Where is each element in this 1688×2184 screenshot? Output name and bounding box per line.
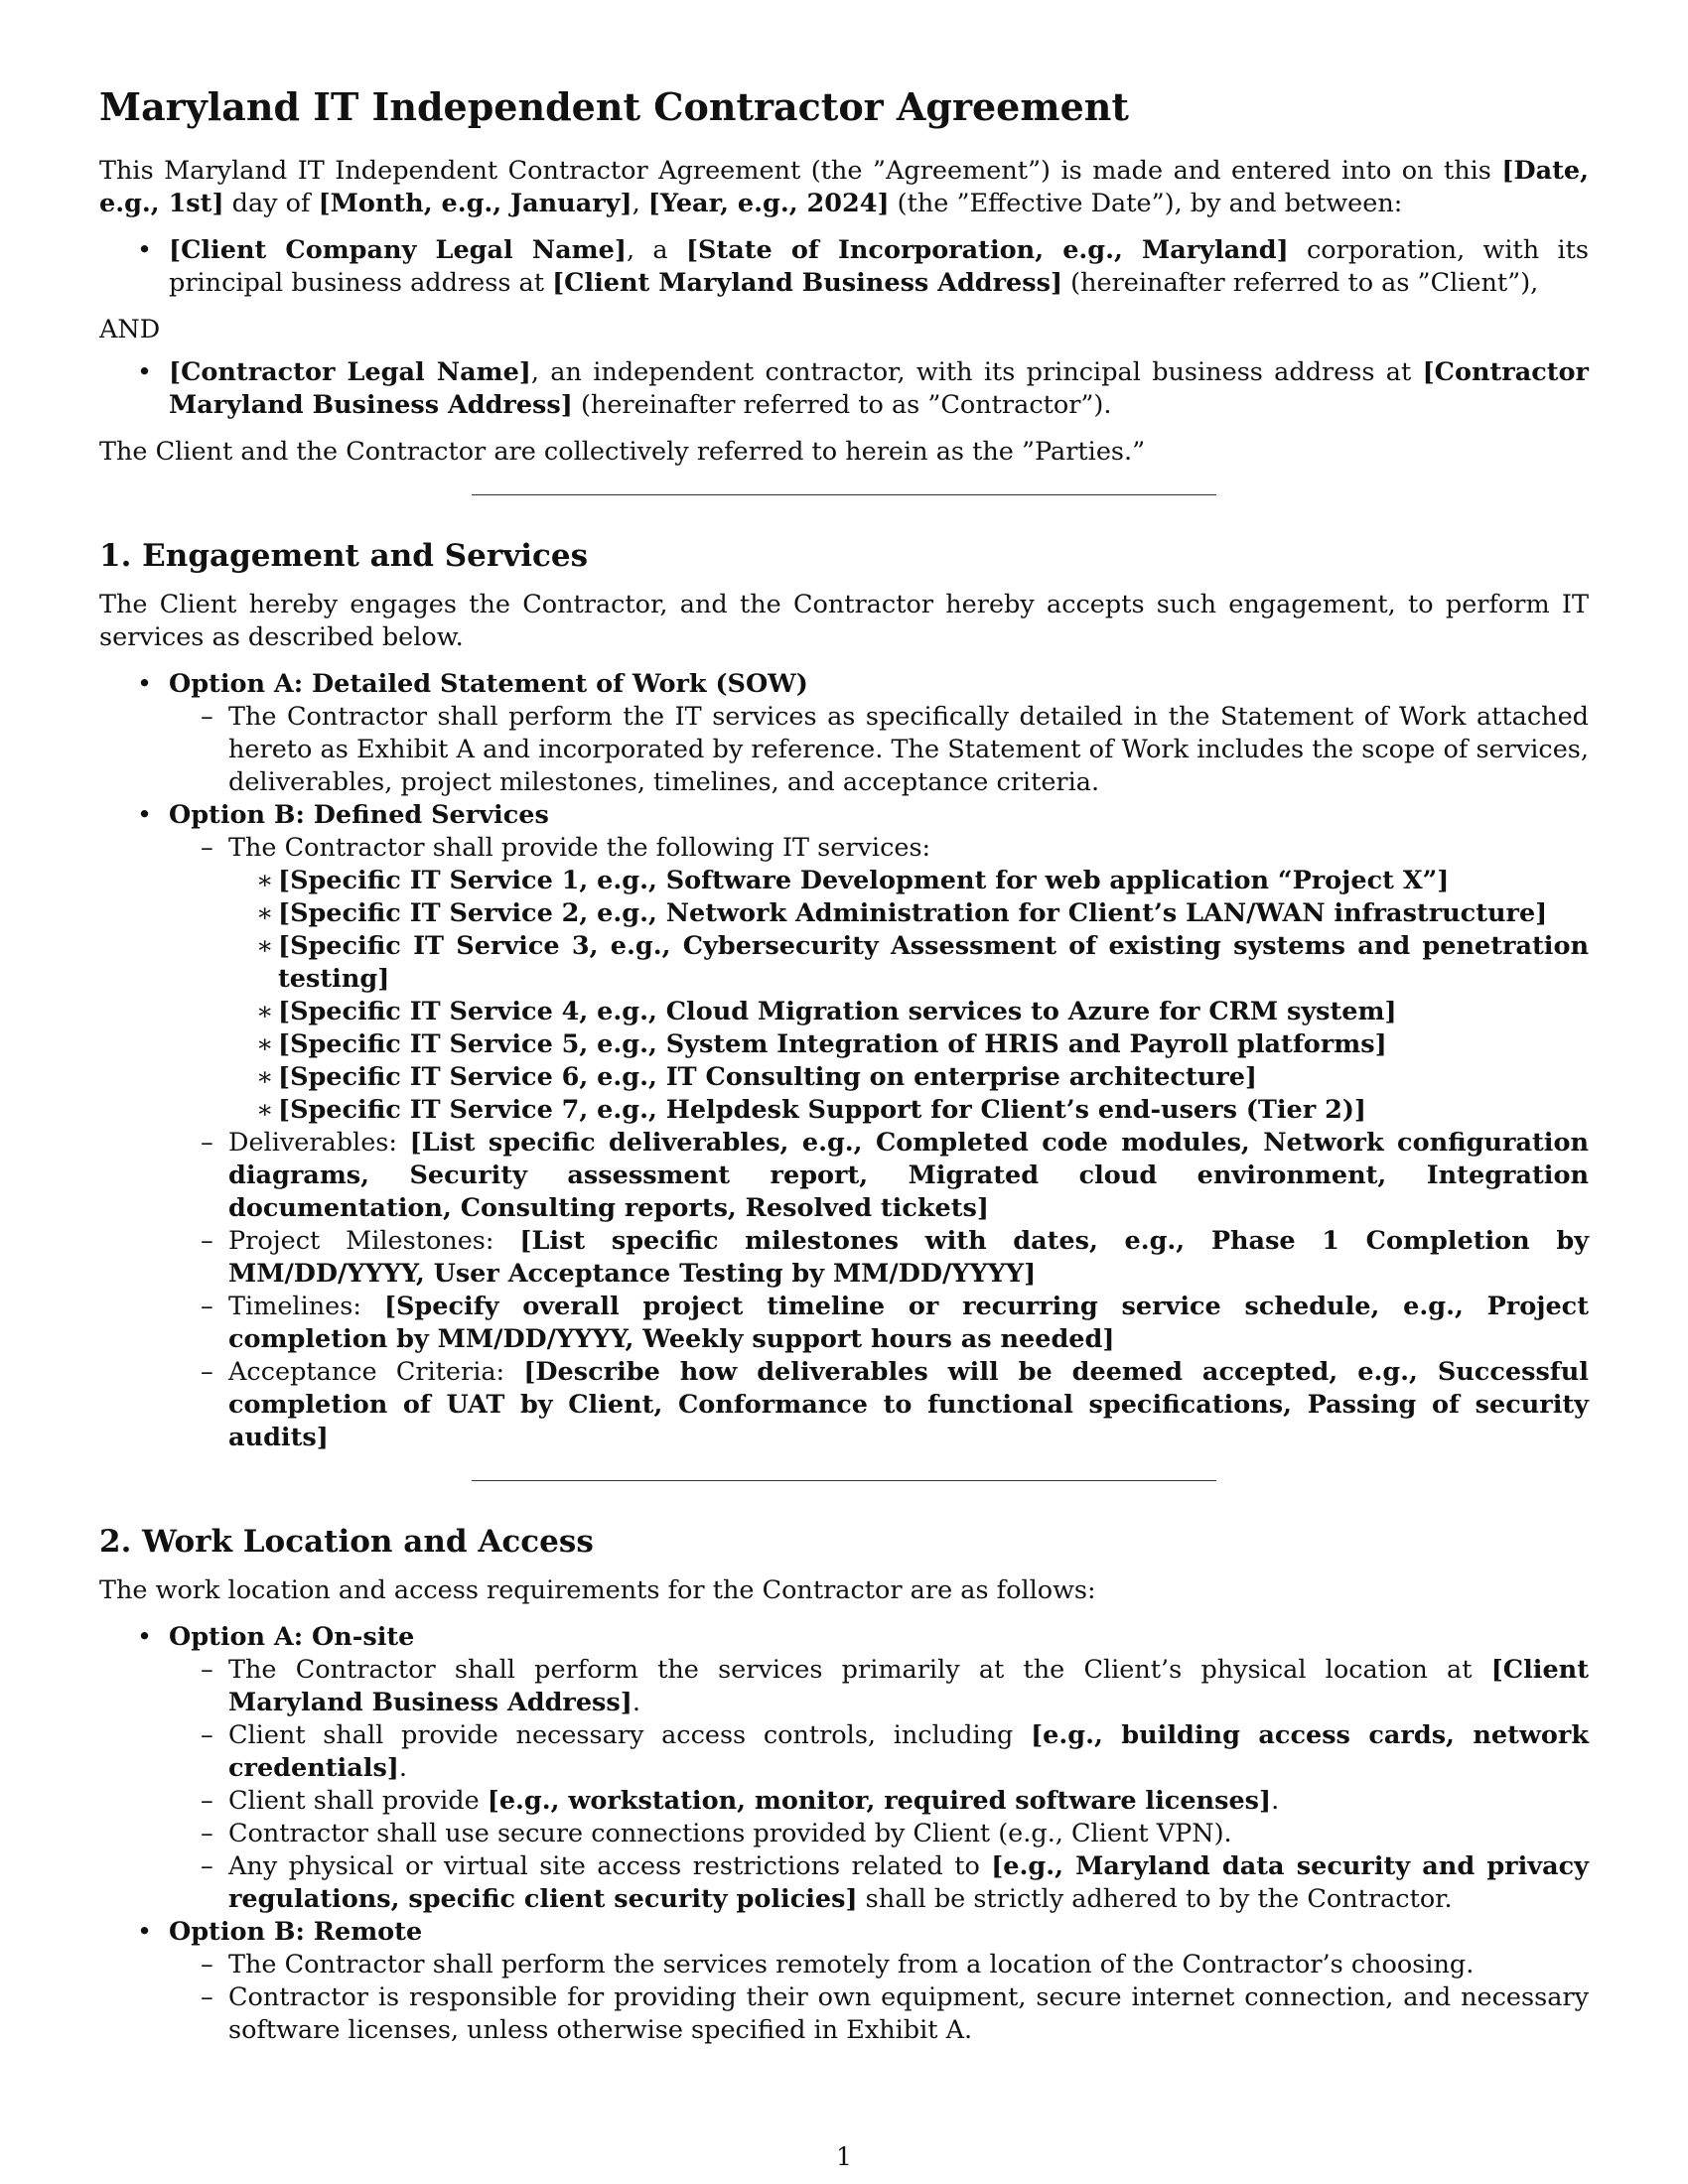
parties-paragraph: The Client and the Contractor are collectively referred to herein as the ”Parties.” <box>99 437 1146 467</box>
section-2-options <box>99 1621 1589 2047</box>
onsite-item: – Any physical or virtual site access restrictions related to [e.g., Maryland data security and privacy regulations, specific client security policies] shall be strictly adhered to by the Contractor. <box>169 1850 1589 1916</box>
page-number: 1 <box>836 2142 852 2171</box>
client-party: • [Client Company Legal Name], a [State of Incorporation, e.g., Maryland] corporation, with its principal business address at [Client Maryland Business Address] (hereinafter referred to as ”Client”), <box>99 234 1589 300</box>
option-a-onsite: • Option A: On-site – The Contractor shall perform the services primarily at the Client’s physical location at [Client Maryland Business Address]. – Client shall provide necessary access controls, including [e.g., building access cards, network credentials]. – Client shall provide [e.g., workstation, monitor, required software licenses]. – Contractor shall use secure connections provided by Client (e.g., Client VPN). – Any physical or virtual site access restrictions related to [e.g., Maryland data security and privacy regulations, specific client security policies] shall be strictly adhered to by the Contractor. <box>99 1621 1589 1916</box>
onsite-item: – Contractor shall use secure connections provided by Client (e.g., Client VPN). <box>169 1818 1589 1850</box>
contractor-party-list <box>99 356 1589 422</box>
service-item: ∗ [Specific IT Service 1, e.g., Software Development for web application “Project X”] <box>228 865 1589 897</box>
section-2-heading: 2. Work Location and Access <box>99 1524 594 1560</box>
document-page <box>99 85 1589 2047</box>
onsite-item: – The Contractor shall perform the services primarily at the Client’s physical location at [Client Maryland Business Address]. <box>169 1654 1589 1719</box>
client-party-list <box>99 234 1589 300</box>
contractor-party: • [Contractor Legal Name], an independent contractor, with its principal business address at [Contractor Maryland Business Address] (hereinafter referred to as ”Contractor”). <box>99 356 1589 422</box>
timelines-item: – Timelines: [Specify overall project timeline or recurring service schedule, e.g., Project completion by MM/DD/YYYY, Weekly support hours as needed] <box>169 1291 1589 1356</box>
onsite-item: – Client shall provide necessary access controls, including [e.g., building access cards, network credentials]. <box>169 1719 1589 1785</box>
option-b-lead: – The Contractor shall provide the following IT services: ∗ [Specific IT Service 1, e.g., Software Development for web application “Project X”] ∗ [Specific IT Service 2, e.g., Network Administration for Client’s LAN/WAN infrastructure] ∗ [Specific IT Service 3, e.g., Cybersecurity Assessment of existing systems and penetration testing] ∗ [Specific IT Service 4, e.g., Cloud Migration services to Azure for CRM system] ∗ [Specific IT Service 5, e.g., System Integration of HRIS and Payroll platforms] ∗ [Specific IT Service 6, e.g., IT Consulting on enterprise architecture] ∗ [Specific IT Service 7, e.g., Helpdesk Support for Client’s end-users (Tier 2)] <box>169 832 1589 1127</box>
service-item: ∗ [Specific IT Service 3, e.g., Cybersecurity Assessment of existing systems and penetration testing] <box>228 930 1589 996</box>
divider <box>472 494 1216 495</box>
service-item: ∗ [Specific IT Service 2, e.g., Network Administration for Client’s LAN/WAN infrastructure] <box>228 897 1589 930</box>
section-2-intro: The work location and access requirements for the Contractor are as follows: <box>99 1575 1096 1605</box>
service-item: ∗ [Specific IT Service 4, e.g., Cloud Migration services to Azure for CRM system] <box>228 996 1589 1028</box>
deliverables-item: – Deliverables: [List specific deliverables, e.g., Completed code modules, Network configuration diagrams, Security assessment report, Migrated cloud environment, Integration documentation, Consulting reports, Resolved tickets] <box>169 1127 1589 1225</box>
acceptance-item: – Acceptance Criteria: [Describe how deliverables will be deemed accepted, e.g., Successful completion of UAT by Client, Conformance to functional specifications, Passing of security audits] <box>169 1356 1589 1454</box>
option-b-defined: • Option B: Defined Services – The Contractor shall provide the following IT services: ∗ [Specific IT Service 1, e.g., Software Development for web application “Project X”] ∗ [Specific IT Service 2, e.g., Network Administration for Client’s LAN/WAN infrastructure] ∗ [Specific IT Service 3, e.g., Cybersecurity Assessment of existing systems and penetration testing] ∗ [Specific IT Service 4, e.g., Cloud Migration services to Azure for CRM system] ∗ [Specific IT Service 5, e.g., System Integration of HRIS and Payroll platforms] ∗ [Specific IT Service 6, e.g., IT Consulting on enterprise architecture] ∗ [Specific IT Service 7, e.g., Helpdesk Support for Client’s end-users (Tier 2)] – Deliverables: [List specific deliverables, e.g., Completed code modules, Network configuration diagrams, Security assessment report, Migrated cloud environment, Integration documentation, Consulting reports, Resolved tickets] – Project Milestones: [List specific milestones with dates, e.g., Phase 1 Completion by MM/DD/YYYY, User Acceptance Testing by MM/DD/YYYY] – Timelines: [Specify overall project timeline or recurring service schedule, e.g., Project completion by MM/DD/YYYY, Weekly support hours as needed] – Acceptance Criteria: [Describe how deliverables will be deemed accepted, e.g., Successful completion of UAT by Client, Conformance to functional specifications, Passing of security audits] <box>99 799 1589 1454</box>
divider <box>472 1480 1216 1481</box>
service-item: ∗ [Specific IT Service 7, e.g., Helpdesk Support for Client’s end-users (Tier 2)] <box>228 1094 1589 1127</box>
service-item: ∗ [Specific IT Service 6, e.g., IT Consulting on enterprise architecture] <box>228 1061 1589 1094</box>
onsite-item: – Client shall provide [e.g., workstation, monitor, required software licenses]. <box>169 1785 1589 1818</box>
section-1-options <box>99 668 1589 1454</box>
option-a-sow: • Option A: Detailed Statement of Work (SOW) – The Contractor shall perform the IT services as specifically detailed in the Statement of Work attached hereto as Exhibit A and incorporated by reference. The Statement of Work includes the scope of services, deliverables, project milestones, timelines, and acceptance criteria. <box>99 668 1589 799</box>
and-separator: AND <box>99 315 161 344</box>
option-a-text: – The Contractor shall perform the IT services as specifically detailed in the Statement of Work attached hereto as Exhibit A and incorporated by reference. The Statement of Work includes the scope of services, deliverables, project milestones, timelines, and acceptance criteria. <box>169 701 1589 799</box>
intro-paragraph: This Maryland IT Independent Contractor Agreement (the ”Agreement”) is made and entered into on this [Date, e.g., 1st] day of [Month, e.g., January], [Year, e.g., 2024] (the ”Effective Date”), by and between: <box>99 156 1589 218</box>
section-1-intro: The Client hereby engages the Contractor, and the Contractor hereby accepts such engagement, to perform IT services as described below. <box>99 590 1589 652</box>
remote-item: – The Contractor shall perform the services remotely from a location of the Contractor’s choosing. <box>169 1949 1589 1981</box>
remote-item: – Contractor is responsible for providing their own equipment, secure internet connection, and necessary software licenses, unless otherwise specified in Exhibit A. <box>169 1981 1589 2047</box>
option-b-remote: • Option B: Remote – The Contractor shall perform the services remotely from a location of the Contractor’s choosing. – Contractor is responsible for providing their own equipment, secure internet connection, and necessary software licenses, unless otherwise specified in Exhibit A. <box>99 1916 1589 2047</box>
services-list <box>228 865 1589 1127</box>
document-title: Maryland IT Independent Contractor Agreement <box>99 84 1129 129</box>
service-item: ∗ [Specific IT Service 5, e.g., System Integration of HRIS and Payroll platforms] <box>228 1028 1589 1061</box>
section-1-heading: 1. Engagement and Services <box>99 538 589 574</box>
milestones-item: – Project Milestones: [List specific milestones with dates, e.g., Phase 1 Completion by MM/DD/YYYY, User Acceptance Testing by MM/DD/YYYY] <box>169 1225 1589 1291</box>
